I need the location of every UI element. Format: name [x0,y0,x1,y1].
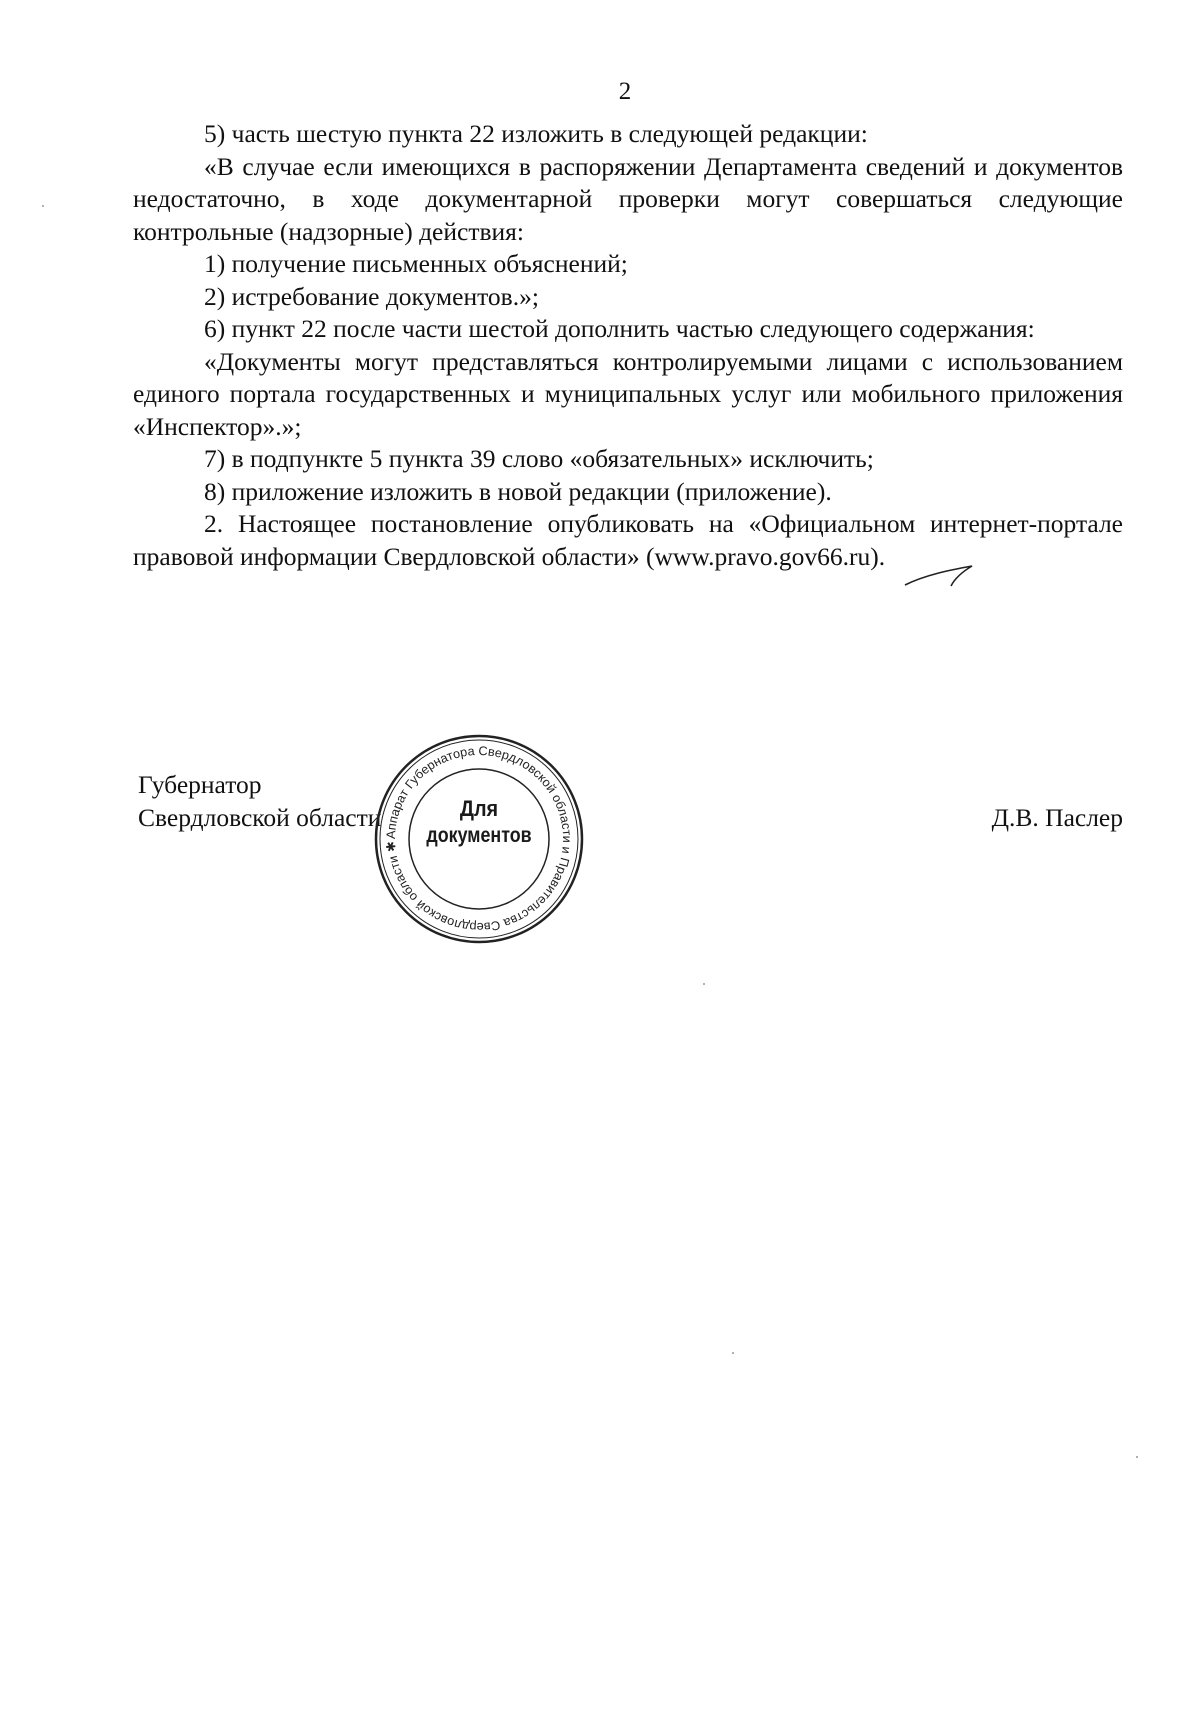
seal-ring-text: Аппарат Губернатора Свердловской области и Правительства Свердловской области ✱ [383,743,575,935]
paragraph: «В случае если имеющихся в распоряжении Департамента сведений и документов недостаточно, в ходе документарной проверки могут совершаться следующие контрольные (надзорные) действия: [133,151,1123,246]
document-body [133,118,1123,573]
paragraph: 7) в подпункте 5 пункта 39 слово «обязательных» исключить; [204,444,874,473]
seal-center-line1: Для [459,796,499,821]
paragraph: 2) истребование документов.»; [204,281,539,311]
paragraph: 1) получение письменных объяснений; [204,249,628,278]
signatory-title [138,768,381,834]
scan-speck [732,1352,734,1354]
seal-center-text [373,795,585,849]
paragraph: 8) приложение изложить в новой редакции (приложение). [204,476,832,506]
scan-speck [42,205,44,207]
signatory-title-line2: Свердловской области [138,803,382,832]
official-seal [373,733,585,945]
paragraph: 5) часть шестую пункта 22 изложить в следующей редакции: [204,119,868,148]
seal-center-line2: документов [426,824,532,847]
page-number: 2 [618,78,632,105]
paragraph: 6) пункт 22 после части шестой дополнить частью следующего содержания: [204,314,1035,343]
scan-speck [703,983,705,985]
scan-speck [1136,1456,1138,1458]
paragraph: «Документы могут представляться контролируемыми лицами с использованием единого портала государственных и муниципальных услуг или мобильного приложения «Инспектор».»; [133,346,1123,441]
signatory-title-line1: Губернатор [138,770,262,799]
paragraph: 2. Настоящее постановление опубликовать на «Официальном интернет-портале правовой информации Свердловской области» (www.pravo.gov66.ru). [133,509,1123,571]
signatory-name: Д.В. Паслер [991,803,1123,832]
